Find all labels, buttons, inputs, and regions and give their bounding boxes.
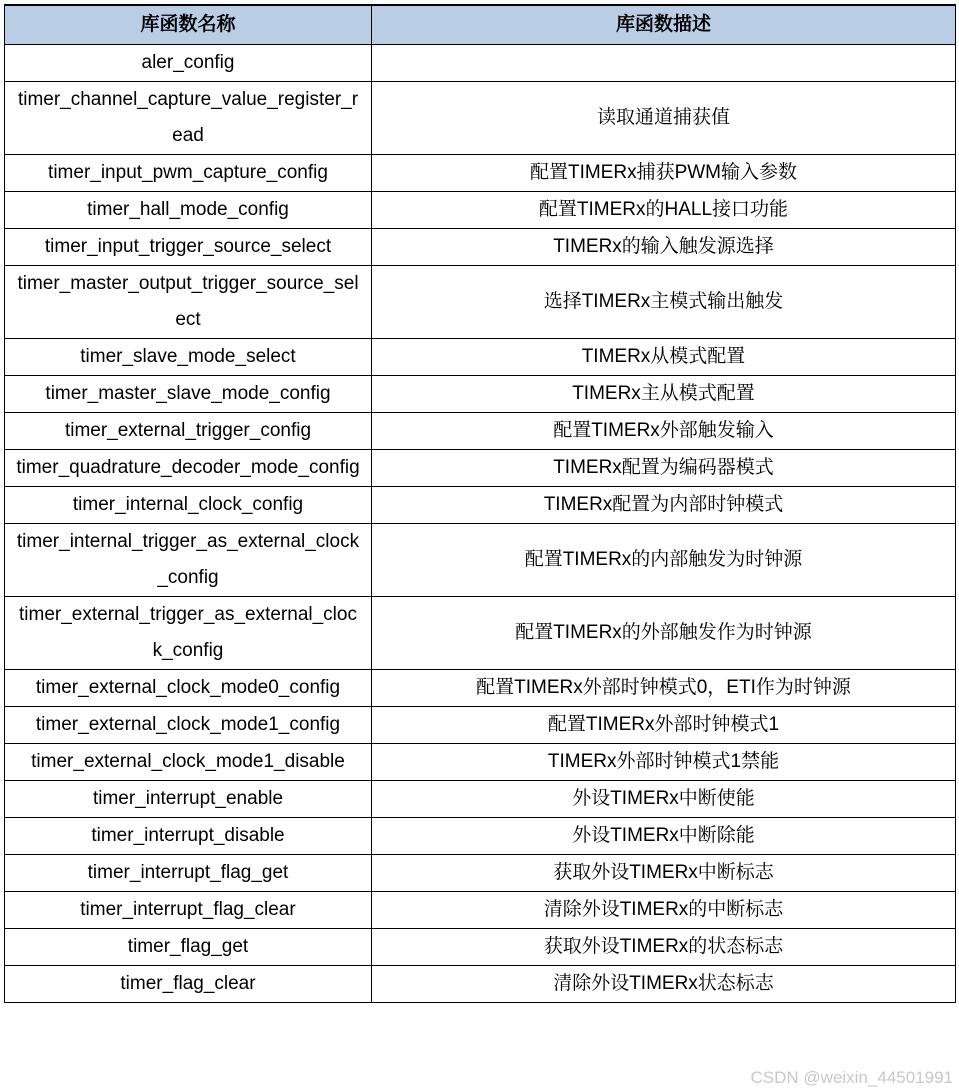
function-description-cell: 读取通道捕获值 [372, 82, 956, 155]
table-row [5, 818, 956, 855]
document-page [4, 4, 955, 1003]
table-row [5, 82, 956, 155]
table-row [5, 339, 956, 376]
function-description-cell: 清除外设TIMERx状态标志 [372, 966, 956, 1003]
function-name-cell: timer_channel_capture_value_register_read [5, 82, 372, 155]
function-name-cell: timer_flag_get [5, 929, 372, 966]
table-row [5, 229, 956, 266]
function-name-cell: timer_external_clock_mode1_disable [5, 744, 372, 781]
table-row [5, 707, 956, 744]
table-row [5, 487, 956, 524]
function-name-cell: timer_internal_clock_config [5, 487, 372, 524]
table-row [5, 929, 956, 966]
function-name-cell: timer_external_clock_mode0_config [5, 670, 372, 707]
table-row [5, 413, 956, 450]
table-row [5, 376, 956, 413]
function-name-cell: timer_master_slave_mode_config [5, 376, 372, 413]
function-name-cell: timer_quadrature_decoder_mode_config [5, 450, 372, 487]
table-row [5, 892, 956, 929]
table-row [5, 266, 956, 339]
table-row [5, 45, 956, 82]
function-description-cell: 外设TIMERx中断除能 [372, 818, 956, 855]
function-description-cell: 获取外设TIMERx的状态标志 [372, 929, 956, 966]
table-row [5, 155, 956, 192]
table-row [5, 450, 956, 487]
function-description-cell: 外设TIMERx中断使能 [372, 781, 956, 818]
function-name-cell: timer_input_trigger_source_select [5, 229, 372, 266]
table-row [5, 744, 956, 781]
header-function-description: 库函数描述 [372, 5, 956, 45]
table-row [5, 670, 956, 707]
function-name-cell: timer_interrupt_enable [5, 781, 372, 818]
library-function-table [4, 4, 956, 1003]
function-description-cell: 清除外设TIMERx的中断标志 [372, 892, 956, 929]
function-name-cell: timer_input_pwm_capture_config [5, 155, 372, 192]
function-name-cell: timer_master_output_trigger_source_select [5, 266, 372, 339]
table-row [5, 781, 956, 818]
function-description-cell: TIMERx主从模式配置 [372, 376, 956, 413]
function-name-cell: aler_config [5, 45, 372, 82]
table-row [5, 597, 956, 670]
function-name-cell: timer_external_trigger_as_external_clock_config [5, 597, 372, 670]
function-description-cell [372, 45, 956, 82]
table-body [5, 45, 956, 1003]
table-row [5, 524, 956, 597]
table-row [5, 966, 956, 1003]
function-description-cell: TIMERx外部时钟模式1禁能 [372, 744, 956, 781]
function-name-cell: timer_internal_trigger_as_external_clock_config [5, 524, 372, 597]
function-description-cell: TIMERx从模式配置 [372, 339, 956, 376]
function-name-cell: timer_external_trigger_config [5, 413, 372, 450]
function-description-cell: 配置TIMERx的外部触发作为时钟源 [372, 597, 956, 670]
function-name-cell: timer_hall_mode_config [5, 192, 372, 229]
function-description-cell: 配置TIMERx外部触发输入 [372, 413, 956, 450]
function-name-cell: timer_interrupt_disable [5, 818, 372, 855]
function-description-cell: TIMERx配置为编码器模式 [372, 450, 956, 487]
function-name-cell: timer_external_clock_mode1_config [5, 707, 372, 744]
table-row [5, 855, 956, 892]
function-description-cell: TIMERx的输入触发源选择 [372, 229, 956, 266]
function-description-cell: 配置TIMERx的HALL接口功能 [372, 192, 956, 229]
header-function-name: 库函数名称 [5, 5, 372, 45]
function-name-cell: timer_interrupt_flag_clear [5, 892, 372, 929]
function-name-cell: timer_flag_clear [5, 966, 372, 1003]
function-description-cell: 配置TIMERx外部时钟模式1 [372, 707, 956, 744]
table-row [5, 192, 956, 229]
function-description-cell: 配置TIMERx的内部触发为时钟源 [372, 524, 956, 597]
function-description-cell: 获取外设TIMERx中断标志 [372, 855, 956, 892]
table-header-row [5, 5, 956, 45]
function-description-cell: 选择TIMERx主模式输出触发 [372, 266, 956, 339]
function-name-cell: timer_slave_mode_select [5, 339, 372, 376]
function-description-cell: TIMERx配置为内部时钟模式 [372, 487, 956, 524]
function-description-cell: 配置TIMERx外部时钟模式0，ETI作为时钟源 [372, 670, 956, 707]
function-description-cell: 配置TIMERx捕获PWM输入参数 [372, 155, 956, 192]
function-name-cell: timer_interrupt_flag_get [5, 855, 372, 892]
watermark-text: CSDN @weixin_44501991 [750, 1068, 953, 1087]
